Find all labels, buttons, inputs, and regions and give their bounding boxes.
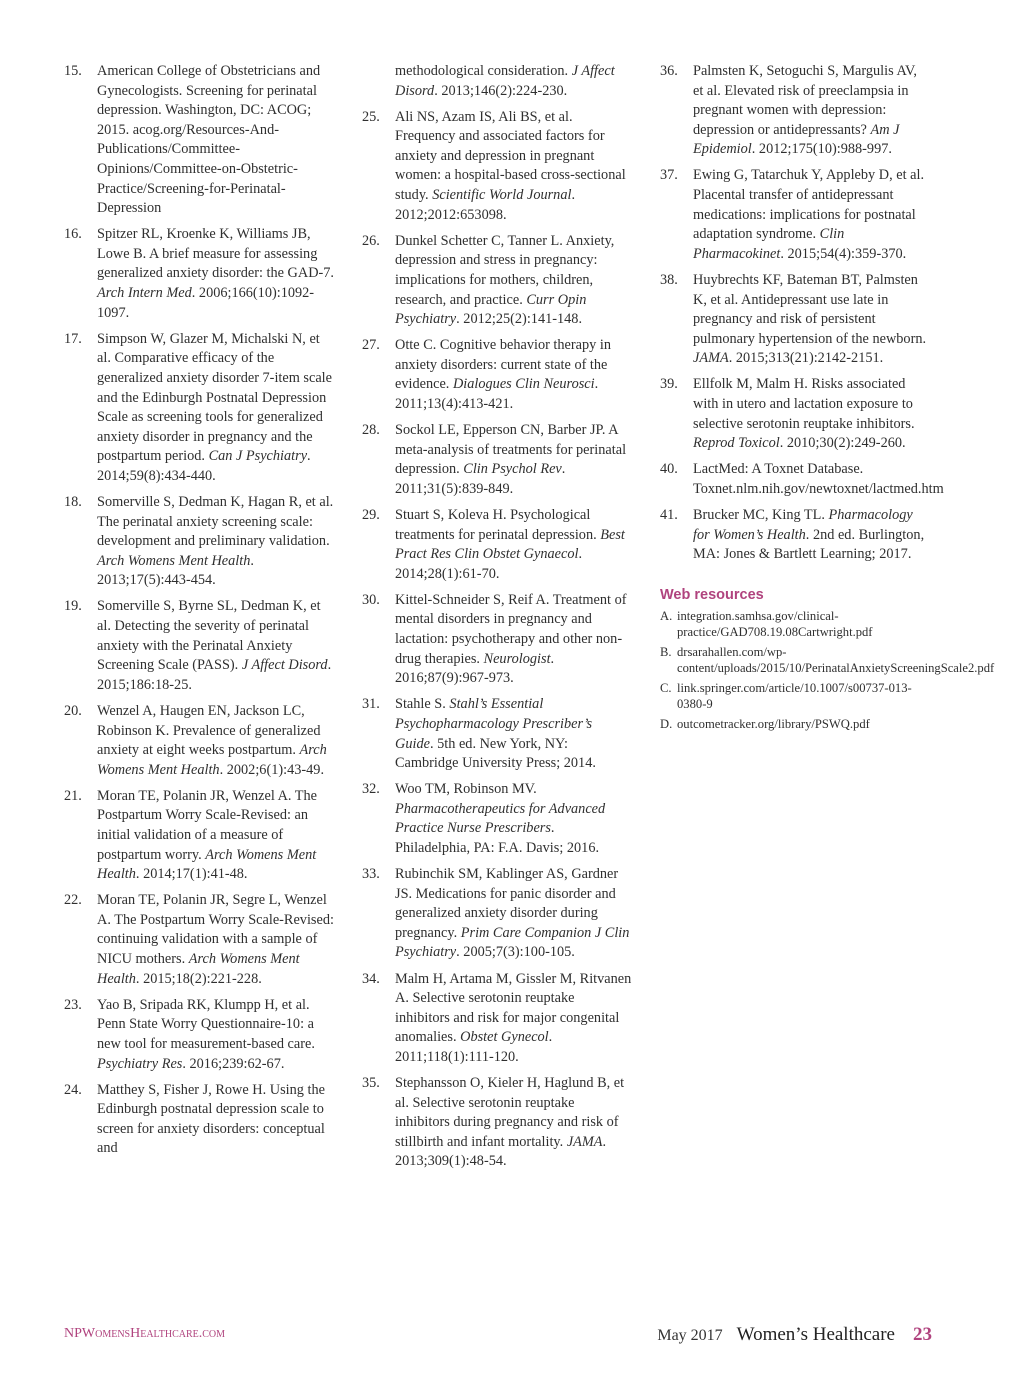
reference-text: Sockol LE, Epperson CN, Barber JP. A meta-analysis of treatments for perinatal depression. [395,422,627,478]
reference-number: 41. [660,506,678,523]
reference-text: . 2015;313(21):2142-2151. [728,350,884,367]
reference-number: 18. [64,493,82,510]
reference-text: Kittel-Schneider S, Reif A. Treatment of mental disorders in pregnancy and lactation: psychotherapy and other non-drug therapies. [395,591,627,667]
reference-item [362,62,632,101]
reference-text: American College of Obstetricians and Gynecologists. Screening for perinatal depression. Washington, DC: ACOG; 2015. acog.org/Resources-And-Publications/Committee-Opinions/Committee-on-Obstetric-Practice/Screening-for-Perinatal-Depression [97,63,321,217]
reference-text: Rubinchik SM, Kablinger AS, Gardner JS. Medications for panic disorder and generalized anxiety disorder during pregnancy. [395,866,619,941]
reference-item [64,330,336,487]
reference-source-title: JAMA [566,1133,603,1150]
reference-item [64,62,336,219]
reference-number: 36. [660,63,678,79]
reference-item [64,493,336,591]
reference-source-title: Clin Pharmacokinet [693,226,845,262]
reference-number: 26. [362,232,380,249]
reference-list [660,62,944,565]
reference-item [362,108,632,226]
reference-text: . 2011;13(4):413-421. [395,376,599,412]
reference-source-title: Prim Care Companion J Clin Psychiatry [395,924,630,961]
reference-source-title: Arch Intern Med [97,285,192,302]
reference-item [362,780,632,858]
reference-text: Ali NS, Azam IS, Ali BS, et al. Frequency and associated factors for anxiety and depression in pregnant women: a hospital-based cross-sectional study. [395,108,626,204]
reference-text: Moran TE, Polanin JR, Segre L, Wenzel A. The Postpartum Worry Scale-Revised: continuing validation with a sample of NICU mothers. [97,892,334,968]
web-resources-heading: Web resources [660,586,764,603]
reference-number: 15. [64,63,82,79]
reference-source-title: Psychiatry Res [97,1055,183,1072]
web-resource-letter: B. [660,644,672,659]
reference-source-title: Can J Psychiatry [208,448,308,465]
reference-text: . 2012;175(10):988-997. [751,141,892,158]
reference-text: . 2005;7(3):100-105. [456,944,575,961]
reference-item [362,336,632,414]
reference-source-title: Neurologist [483,650,551,667]
reference-item [362,421,632,499]
page-number: 23 [913,1324,932,1345]
reference-source-title: J Affect Disord [395,63,615,99]
reference-number: 21. [64,787,82,804]
reference-item [64,597,336,695]
reference-column-2 [362,62,632,1178]
reference-source-title: Arch Womens Ment Health [97,742,327,778]
web-resource-item [660,716,930,733]
reference-source-title: Obstet Gynecol [460,1029,549,1046]
reference-item [64,1081,336,1159]
reference-item [660,460,944,499]
reference-source-title: Scientific World Journal [432,187,572,204]
web-resource-letter: A. [660,608,673,623]
reference-text: Somerville S, Dedman K, Hagan R, et al. The perinatal anxiety screening scale: development and preliminary validation. [97,493,334,550]
web-resource-url: drsarahallen.com/wp-content/uploads/2015/10/PerinatalAnxietyScreeningScale2.pdf [677,644,995,676]
reference-text: . 2016;87(9):967-973. [395,650,555,687]
reference-text: . 2012;25(2):141-148. [456,311,583,328]
reference-text: LactMed: A Toxnet Database. Toxnet.nlm.nih.gov/newtoxnet/lactmed.htm [693,461,944,497]
reference-number: 24. [64,1081,82,1098]
reference-text: . 2016;239:62-67. [182,1055,285,1072]
reference-item [660,62,930,160]
reference-number: 28. [362,422,380,439]
reference-text: Dunkel Schetter C, Tanner L. Anxiety, depression and stress in pregnancy: implications for mothers, children, research, and practice. [395,232,615,308]
reference-text: Wenzel A, Haugen EN, Jackson LC, Robinson K. Prevalence of generalized anxiety at eight weeks postpartum. [97,702,321,759]
reference-number: 22. [64,892,82,909]
reference-text: Ewing G, Tatarchuk Y, Appleby D, et al. Placental transfer of antidepressant medications: implications for postnatal adaptation syndrome. [693,167,925,243]
reference-text: Matthey S, Fisher J, Rowe H. Using the Edinburgh postnatal depression scale to screen for anxiety disorders: conceptual and [97,1081,325,1157]
reference-number: 25. [362,108,380,125]
web-resource-url: link.springer.com/article/10.1007/s00737-013-0380-9 [677,680,912,712]
reference-text: Palmsten K, Setoguchi S, Margulis AV, et al. Elevated risk of preeclampsia in pregnant women with depression: depression or antidepressants? [693,63,918,138]
reference-item [64,225,336,323]
footer-site: NPWomensHealthcare.com [64,1326,226,1341]
reference-text: . 2010;30(2):249-260. [779,435,906,452]
reference-text: . Philadelphia, PA: F.A. Davis; 2016. [395,820,600,856]
reference-item [660,375,930,453]
reference-item [362,591,632,689]
reference-source-title: Dialogues Clin Neurosci [452,376,595,393]
reference-source-title: Best Pract Res Clin Obstet Gynaecol [395,526,625,563]
reference-text: . 2014;59(8):434-440. [97,448,311,484]
reference-source-title: Arch Womens Ment Health [97,552,251,569]
reference-text: Ellfolk M, Malm H. Risks associated with in utero and lactation exposure to selective serotonin reuptake inhibitors. [693,376,915,432]
reference-text: Moran TE, Polanin JR, Wenzel A. The Postpartum Worry Scale-Revised: an initial validation of a measure of postpartum worry. [97,787,318,863]
reference-source-title: Pharmacology for Women’s Health [693,506,913,543]
footer-date: May 2017 [657,1327,723,1344]
reference-source-title: Arch Womens Ment Health [97,951,300,987]
reference-item [362,1074,632,1172]
reference-text: Yao B, Sripada RK, Klumpp H, et al. Penn State Worry Questionnaire-10: a new tool for measurement-based care. [97,996,315,1052]
web-resource-item [660,680,930,713]
reference-text: Woo TM, Robinson MV. [395,781,537,798]
reference-number: 29. [362,506,380,523]
reference-text: methodological consideration. [395,63,572,79]
reference-item [362,970,632,1068]
reference-number: 40. [660,461,678,478]
reference-text: Malm H, Artama M, Gissler M, Ritvanen A. Selective serotonin reuptake inhibitors and risk for major congenital anomalies. [395,970,632,1046]
reference-number: 38. [660,271,678,288]
reference-text: Stephansson O, Kieler H, Haglund B, et al. Selective serotonin reuptake inhibitors during pregnancy and risk of stillbirth and infant mortality. [395,1075,625,1150]
reference-number: 16. [64,226,82,243]
reference-text: Stahle S. [395,696,450,713]
reference-source-title: J Affect Disord [241,657,328,674]
reference-item [64,996,336,1074]
reference-text: . 2013;17(5):443-454. [97,552,254,589]
reference-text: . 5th ed. New York, NY: Cambridge University Press; 2014. [395,735,596,772]
reference-item [64,787,336,885]
reference-column-3 [660,62,995,735]
reference-number: 27. [362,337,380,354]
reference-item [660,271,930,369]
reference-item [64,702,336,780]
reference-number: 31. [362,696,380,713]
reference-number: 33. [362,866,380,883]
reference-text: . 2014;17(1):41-48. [135,866,248,883]
reference-text: . 2011;31(5):839-849. [395,461,566,497]
reference-text: . 2011;118(1):111-120. [395,1029,553,1065]
reference-text: . 2014;28(1):61-70. [395,546,583,582]
reference-text: Spitzer RL, Kroenke K, Williams JB, Lowe B. A brief measure for assessing generalized anxiety disorder: the GAD-7. [97,226,335,282]
reference-text: . 2012;2012:653098. [395,187,576,223]
reference-item [362,506,632,584]
reference-item [362,232,632,330]
reference-text: Brucker MC, King TL. [693,506,829,523]
reference-source-title: Pharmacotherapeutics for Advanced Practice Nurse Prescribers [395,800,606,837]
reference-number: 34. [362,970,380,987]
reference-number: 35. [362,1075,380,1091]
reference-item [362,865,632,963]
reference-number: 23. [64,996,82,1013]
reference-source-title: JAMA [693,350,729,367]
footer-info [657,1324,932,1346]
reference-number: 19. [64,598,82,615]
footer-journal: Women’s Healthcare [736,1324,895,1345]
web-resource-item [660,644,995,677]
reference-number: 37. [660,167,678,184]
web-resource-letter: C. [660,680,672,695]
page-footer [64,1324,932,1352]
reference-source-title: Arch Womens Ment Health [97,846,317,883]
reference-text: Simpson W, Glazer M, Michalski N, et al. Comparative efficacy of the generalized anxiety disorder 7-item scale and the Edinburgh Postnatal Depression Scale as screening tools for generalized anxiety disorder in pregnancy and the postpartum period. [97,330,332,465]
reference-text: . 2015;54(4):359-370. [780,245,907,262]
reference-text: . 2nd ed. Burlington, MA: Jones & Bartlett Learning; 2017. [693,526,925,563]
reference-number: 39. [660,376,678,393]
reference-item [64,891,336,989]
reference-number: 20. [64,702,82,719]
reference-source-title: Stahl’s Essential Psychopharmacology Prescriber’s Guide [395,696,593,752]
reference-number: 32. [362,781,380,798]
reference-source-title: Am J Epidemiol [693,121,900,158]
reference-number: 30. [362,591,380,608]
reference-text: . 2006;166(10):1092-1097. [97,285,315,321]
reference-text: . 2013;309(1):48-54. [395,1133,607,1170]
reference-number: 17. [64,330,82,347]
reference-source-title: Curr Opin Psychiatry [395,291,587,328]
reference-text: Stuart S, Koleva H. Psychological treatments for perinatal depression. [395,506,601,543]
web-resources-list [660,608,995,733]
web-resource-item [660,608,930,641]
reference-text: Huybrechts KF, Bateman BT, Palmsten K, et al. Antidepressant use late in pregnancy and risk of persistent pulmonary hypertension of the newborn. [693,271,927,347]
web-resource-url: outcometracker.org/library/PSWQ.pdf [677,716,870,731]
reference-text: Somerville S, Byrne SL, Dedman K, et al. Detecting the severity of perinatal anxiety with the Perinatal Anxiety Screening Scale (PASS). [97,598,321,674]
reference-source-title: Reprod Toxicol [693,435,780,452]
reference-text: . 2015;18(2):221-228. [135,970,262,987]
reference-column-1 [64,62,336,1165]
reference-item [660,166,930,264]
reference-item [362,695,632,773]
reference-text: . 2015;186:18-25. [97,657,332,693]
reference-source-title: Clin Psychol Rev [463,461,562,478]
web-resource-url: integration.samhsa.gov/clinical-practice/GAD708.19.08Cartwright.pdf [677,608,873,640]
reference-text: . 2013;146(2):224-230. [434,82,568,99]
reference-text: . 2002;6(1):43-49. [219,761,325,778]
reference-text: Otte C. Cognitive behavior therapy in anxiety disorders: current state of the evidence. [395,337,611,393]
web-resource-letter: D. [660,716,673,731]
reference-item [660,506,930,565]
